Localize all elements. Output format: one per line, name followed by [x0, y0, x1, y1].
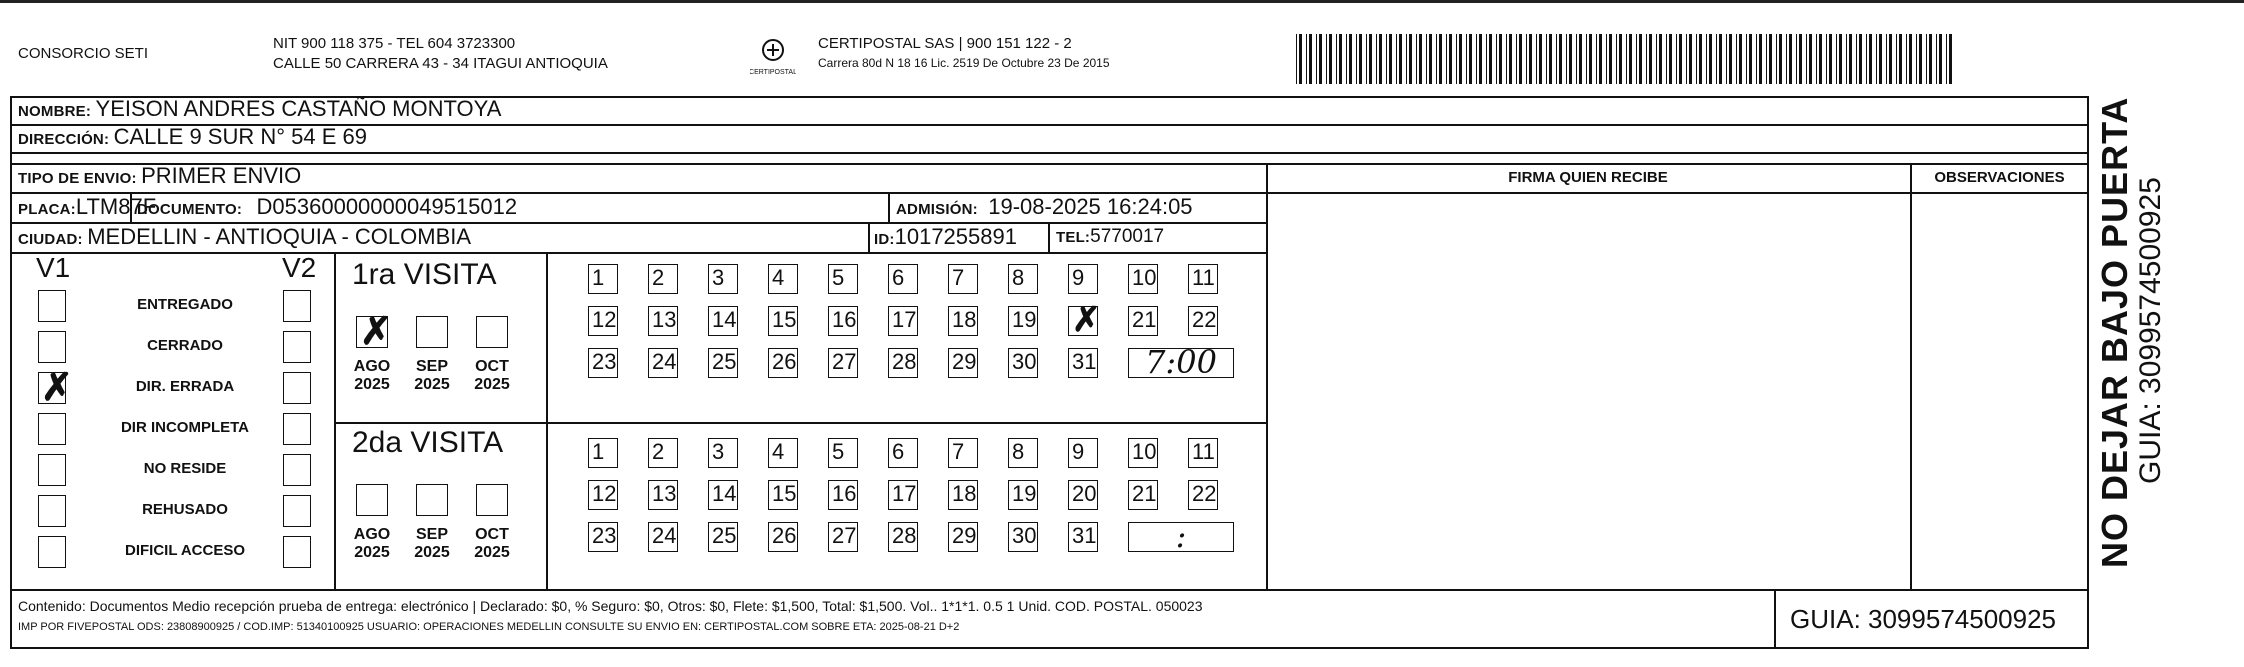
barcode-bar: [1519, 34, 1522, 84]
barcode-bar: [1419, 34, 1422, 84]
barcode-bar: [1776, 34, 1777, 84]
barcode-bar: [1826, 34, 1827, 84]
tel-value: 5770017: [1090, 226, 1165, 247]
day-checkbox[interactable]: 9: [1068, 264, 1098, 294]
day-checkbox[interactable]: 13: [648, 306, 678, 336]
barcode-bar: [1406, 34, 1407, 84]
barcode-bar: [1666, 34, 1667, 84]
nombre-label: NOMBRE:: [18, 103, 92, 120]
day-checkbox[interactable]: 12: [588, 480, 618, 510]
barcode-bar: [1649, 34, 1652, 84]
barcode-bar: [1569, 34, 1572, 84]
barcode-bar: [1386, 34, 1387, 84]
barcode-bar: [1746, 34, 1747, 84]
day-checkbox[interactable]: 4: [768, 438, 798, 468]
tel-label: TEL:: [1056, 229, 1091, 246]
month-checkbox[interactable]: [416, 316, 448, 348]
barcode-bar: [1486, 34, 1487, 84]
id-row: [874, 222, 1017, 252]
day-checkbox[interactable]: 11: [1188, 264, 1218, 294]
barcode-bar: [1396, 34, 1397, 84]
barcode-bar: [1929, 34, 1932, 84]
day-checkbox[interactable]: 26: [768, 348, 798, 378]
status-option-label: REHUSADO: [142, 501, 228, 518]
month-label: AGO 2025: [353, 358, 391, 393]
barcode-bar: [1686, 34, 1687, 84]
barcode-bar: [1859, 34, 1862, 84]
placa-row: [18, 192, 156, 222]
v2-checkbox[interactable]: [283, 536, 311, 568]
barcode-bar: [1429, 34, 1432, 84]
barcode-bar: [1546, 34, 1547, 84]
day-checkbox[interactable]: 5: [828, 264, 858, 294]
v2-checkbox[interactable]: [283, 372, 311, 404]
visit1-title: 1ra VISITA: [352, 258, 497, 291]
day-checkbox[interactable]: 1: [588, 264, 618, 294]
barcode-bar: [1796, 34, 1797, 84]
barcode-bar: [1626, 34, 1627, 84]
month-checkbox[interactable]: [476, 484, 508, 516]
barcode-bar: [1729, 34, 1732, 84]
day-checkbox[interactable]: 28: [888, 522, 918, 552]
barcode-bar: [1566, 34, 1567, 84]
day-checkbox[interactable]: 6: [888, 264, 918, 294]
barcode-bar: [1896, 34, 1897, 84]
barcode-bar: [1296, 34, 1297, 84]
barcode-bar: [1639, 34, 1642, 84]
day-checkbox[interactable]: 31: [1068, 348, 1098, 378]
barcode-bar: [1636, 34, 1637, 84]
barcode-bar: [1689, 34, 1692, 84]
day-checkbox[interactable]: 7: [948, 438, 978, 468]
month-label: AGO 2025: [353, 526, 391, 561]
v2-checkbox[interactable]: [283, 495, 311, 527]
barcode-bar: [1816, 34, 1817, 84]
v2-checkbox[interactable]: [283, 290, 311, 322]
month-checkbox[interactable]: [356, 484, 388, 516]
company-name: CONSORCIO SETI: [18, 45, 149, 62]
barcode-bar: [1696, 34, 1697, 84]
v1-checkbox[interactable]: [38, 331, 66, 363]
v1-checkbox[interactable]: [38, 367, 73, 409]
day-checkbox[interactable]: 14: [708, 306, 738, 336]
barcode: [1296, 34, 1956, 84]
barcode-bar: [1366, 34, 1367, 84]
address-line: CALLE 50 CARRERA 43 - 34 ITAGUI ANTIOQUIA: [273, 55, 608, 72]
barcode-bar: [1409, 34, 1412, 84]
status-option-label: ENTREGADO: [137, 296, 233, 313]
day-checkbox[interactable]: 1: [588, 438, 618, 468]
day-checkbox[interactable]: [1068, 301, 1101, 339]
barcode-bar: [1466, 34, 1467, 84]
status-option-label: CERRADO: [147, 337, 223, 354]
v2-label: V2: [282, 252, 317, 283]
id-label: ID:: [874, 231, 895, 248]
day-checkbox[interactable]: 16: [828, 306, 858, 336]
day-checkbox[interactable]: 27: [828, 522, 858, 552]
day-checkbox[interactable]: 19: [1008, 480, 1038, 510]
check-mark: ✗: [1072, 301, 1101, 339]
barcode-bar: [1836, 34, 1837, 84]
day-checkbox[interactable]: 13: [648, 480, 678, 510]
documento-value: D05360000000049515012: [256, 194, 518, 219]
barcode-bar: [1349, 34, 1352, 84]
license-line: Carrera 80d N 18 16 Lic. 2519 De Octubre 23 De 2015: [818, 56, 1110, 70]
barcode-bar: [1599, 34, 1602, 84]
barcode-bar: [1379, 34, 1382, 84]
v1-checkbox[interactable]: [38, 290, 66, 322]
barcode-bar: [1856, 34, 1857, 84]
barcode-bar: [1459, 34, 1462, 84]
barcode-bar: [1336, 34, 1337, 84]
barcode-bar: [1899, 34, 1902, 84]
barcode-bar: [1319, 34, 1322, 84]
firma-header: FIRMA QUIEN RECIBE: [1508, 169, 1668, 186]
barcode-bar: [1736, 34, 1737, 84]
barcode-bar: [1526, 34, 1527, 84]
barcode-bar: [1936, 34, 1937, 84]
nit-line: NIT 900 118 375 - TEL 604 3723300: [273, 35, 516, 52]
placa-label: PLACA:: [18, 201, 76, 218]
barcode-bar: [1879, 34, 1882, 84]
top-border: [0, 0, 2244, 3]
barcode-bar: [1919, 34, 1922, 84]
barcode-bar: [1819, 34, 1822, 84]
day-checkbox[interactable]: 18: [948, 480, 978, 510]
month-label: SEP 2025: [414, 358, 450, 393]
day-checkbox[interactable]: 27: [828, 348, 858, 378]
day-checkbox[interactable]: 12: [588, 306, 618, 336]
admision-label: ADMISIÓN:: [896, 201, 978, 218]
v2-checkbox[interactable]: [283, 454, 311, 486]
observaciones-header: OBSERVACIONES: [1934, 169, 2065, 186]
day-checkbox[interactable]: 19: [1008, 306, 1038, 336]
time-box[interactable]: 7:00: [1128, 348, 1234, 378]
barcode-bar: [1299, 34, 1302, 84]
barcode-bar: [1369, 34, 1372, 84]
barcode-bar: [1576, 34, 1577, 84]
barcode-bar: [1609, 34, 1612, 84]
barcode-bar: [1586, 34, 1587, 84]
tipo-envio-value: PRIMER ENVIO: [141, 163, 302, 188]
barcode-bar: [1446, 34, 1447, 84]
barcode-bar: [1699, 34, 1702, 84]
barcode-bar: [1839, 34, 1842, 84]
barcode-bar: [1916, 34, 1917, 84]
barcode-bar: [1769, 34, 1772, 84]
barcode-bar: [1806, 34, 1807, 84]
v1-checkbox[interactable]: [38, 413, 66, 445]
day-checkbox[interactable]: 8: [1008, 264, 1038, 294]
no-dejar-bajo-puerta: NO DEJAR BAJO PUERTA: [2094, 96, 2135, 568]
barcode-bar: [1326, 34, 1327, 84]
barcode-bar: [1939, 34, 1942, 84]
barcode-bar: [1869, 34, 1872, 84]
day-checkbox[interactable]: 5: [828, 438, 858, 468]
barcode-bar: [1356, 34, 1357, 84]
status-option-label: NO RESIDE: [143, 460, 227, 477]
day-checkbox[interactable]: 20: [1068, 480, 1098, 510]
footer-guia: GUIA: 3099574500925: [1790, 604, 2056, 634]
barcode-bar: [1556, 34, 1557, 84]
barcode-bar: [1719, 34, 1722, 84]
day-checkbox[interactable]: 16: [828, 480, 858, 510]
day-checkbox[interactable]: 2: [648, 438, 678, 468]
side-guia: GUIA: 3099574500925: [2134, 177, 2167, 484]
barcode-bar: [1676, 34, 1677, 84]
barcode-bar: [1469, 34, 1472, 84]
v1-checkbox[interactable]: [38, 536, 66, 568]
barcode-bar: [1849, 34, 1852, 84]
barcode-bar: [1906, 34, 1907, 84]
day-checkbox[interactable]: 31: [1068, 522, 1098, 552]
barcode-bar: [1669, 34, 1672, 84]
month-label: SEP 2025: [414, 526, 450, 561]
day-checkbox[interactable]: 18: [948, 306, 978, 336]
time-box[interactable]: :: [1128, 522, 1234, 552]
day-checkbox[interactable]: 6: [888, 438, 918, 468]
barcode-bar: [1479, 34, 1482, 84]
barcode-bar: [1646, 34, 1647, 84]
barcode-bar: [1339, 34, 1342, 84]
barcode-bar: [1476, 34, 1477, 84]
admision-row: [896, 192, 1193, 222]
day-checkbox[interactable]: 10: [1128, 438, 1158, 468]
barcode-bar: [1389, 34, 1392, 84]
day-checkbox[interactable]: 23: [588, 522, 618, 552]
barcode-bar: [1436, 34, 1437, 84]
day-checkbox[interactable]: 30: [1008, 348, 1038, 378]
day-checkbox[interactable]: 25: [708, 348, 738, 378]
barcode-bar: [1789, 34, 1792, 84]
barcode-bar: [1399, 34, 1402, 84]
day-checkbox[interactable]: 11: [1188, 438, 1218, 468]
day-checkbox[interactable]: 22: [1188, 480, 1218, 510]
barcode-bar: [1886, 34, 1887, 84]
direccion-label: DIRECCIÓN:: [18, 131, 110, 148]
day-checkbox[interactable]: 21: [1128, 306, 1158, 336]
day-checkbox[interactable]: 17: [888, 480, 918, 510]
barcode-bar: [1876, 34, 1877, 84]
day-checkbox[interactable]: 22: [1188, 306, 1218, 336]
placa-value: LTM87F: [75, 194, 157, 219]
barcode-bar: [1786, 34, 1787, 84]
v2-checkbox[interactable]: [283, 413, 311, 445]
day-checkbox[interactable]: 21: [1128, 480, 1158, 510]
day-checkbox[interactable]: 26: [768, 522, 798, 552]
barcode-bar: [1496, 34, 1497, 84]
day-checkbox[interactable]: 24: [648, 522, 678, 552]
day-checkbox[interactable]: 15: [768, 480, 798, 510]
barcode-bar: [1659, 34, 1662, 84]
day-checkbox[interactable]: 30: [1008, 522, 1038, 552]
barcode-bar: [1726, 34, 1727, 84]
tel-row: [1056, 222, 1164, 252]
barcode-bar: [1949, 34, 1952, 84]
barcode-bar: [1529, 34, 1532, 84]
barcode-bar: [1829, 34, 1832, 84]
day-checkbox[interactable]: 3: [708, 438, 738, 468]
barcode-bar: [1709, 34, 1712, 84]
svg-text:CERTIPOSTAL: CERTIPOSTAL: [750, 69, 796, 76]
barcode-bar: [1619, 34, 1622, 84]
barcode-bar: [1509, 34, 1512, 84]
barcode-bar: [1909, 34, 1912, 84]
barcode-bar: [1926, 34, 1927, 84]
month-checkbox[interactable]: [476, 316, 508, 348]
day-checkbox[interactable]: 2: [648, 264, 678, 294]
barcode-bar: [1309, 34, 1312, 84]
day-checkbox[interactable]: 28: [888, 348, 918, 378]
barcode-bar: [1346, 34, 1347, 84]
barcode-bar: [1589, 34, 1592, 84]
barcode-bar: [1489, 34, 1492, 84]
tipo-envio-label: TIPO DE ENVIO:: [18, 170, 137, 187]
day-checkbox[interactable]: 14: [708, 480, 738, 510]
day-checkbox[interactable]: 24: [648, 348, 678, 378]
barcode-bar: [1306, 34, 1307, 84]
barcode-bar: [1889, 34, 1892, 84]
barcode-bar: [1706, 34, 1707, 84]
day-checkbox[interactable]: 29: [948, 522, 978, 552]
barcode-bar: [1866, 34, 1867, 84]
v2-checkbox[interactable]: [283, 331, 311, 363]
day-checkbox[interactable]: 3: [708, 264, 738, 294]
day-checkbox[interactable]: 17: [888, 306, 918, 336]
ciudad-row: [18, 222, 471, 252]
barcode-bar: [1779, 34, 1782, 84]
direccion-value: CALLE 9 SUR N° 54 E 69: [113, 124, 367, 149]
barcode-bar: [1616, 34, 1617, 84]
id-value: 1017255891: [894, 224, 1017, 249]
barcode-bar: [1656, 34, 1657, 84]
barcode-bar: [1536, 34, 1537, 84]
status-option-label: DIFICIL ACCESO: [124, 542, 245, 559]
barcode-bar: [1539, 34, 1542, 84]
nombre-value: YEISON ANDRES CASTAÑO MONTOYA: [95, 96, 502, 121]
nombre-row: [18, 96, 501, 122]
barcode-bar: [1766, 34, 1767, 84]
barcode-bar: [1516, 34, 1517, 84]
day-checkbox[interactable]: 10: [1128, 264, 1158, 294]
barcode-bar: [1549, 34, 1552, 84]
documento-label: DOCUMENTO:: [137, 201, 243, 218]
day-checkbox[interactable]: 23: [588, 348, 618, 378]
ciudad-label: CIUDAD:: [18, 231, 83, 248]
tipo-envio-row: [18, 160, 301, 192]
barcode-bar: [1756, 34, 1757, 84]
barcode-bar: [1499, 34, 1502, 84]
day-checkbox[interactable]: 29: [948, 348, 978, 378]
admision-value: 19-08-2025 16:24:05: [988, 194, 1193, 219]
barcode-bar: [1846, 34, 1847, 84]
barcode-bar: [1506, 34, 1507, 84]
footer-content-line: Contenido: Documentos Medio recepción prueba de entrega: electrónico | Declarado: $0, % Seguro: $0, Otros: $0, Flete: $1,500, Total: $1,500. Vol.. 1*1*1. 0.5 1 Unid. COD. POSTAL. 050023: [18, 598, 1203, 614]
footer-print-line: IMP POR FIVEPOSTAL ODS: 23808900925 / COD.IMP: 51340100925 USUARIO: OPERACIONES MEDELLIN CONSULTE SU ENVIO EN: CERTIPOSTAL.COM SOBRE ETA: 2025-08-21 D+2: [18, 621, 960, 633]
certipostal-logo: [750, 34, 796, 80]
barcode-bar: [1629, 34, 1632, 84]
barcode-bar: [1426, 34, 1427, 84]
v1-checkbox[interactable]: [38, 495, 66, 527]
barcode-bar: [1449, 34, 1452, 84]
barcode-bar: [1759, 34, 1762, 84]
barcode-bar: [1439, 34, 1442, 84]
barcode-bar: [1559, 34, 1562, 84]
v1-checkbox[interactable]: [38, 454, 66, 486]
documento-row: [137, 192, 517, 222]
barcode-bar: [1799, 34, 1802, 84]
barcode-bar: [1329, 34, 1332, 84]
barcode-bar: [1606, 34, 1607, 84]
check-mark: ✗: [41, 367, 73, 409]
barcode-bar: [1679, 34, 1682, 84]
month-label: OCT 2025: [474, 526, 510, 561]
barcode-bar: [1579, 34, 1582, 84]
barcode-bar: [1596, 34, 1597, 84]
barcode-bar: [1359, 34, 1362, 84]
status-option-label: DIR. ERRADA: [135, 378, 235, 395]
barcode-bar: [1739, 34, 1742, 84]
barcode-bar: [1946, 34, 1947, 84]
day-checkbox[interactable]: 8: [1008, 438, 1038, 468]
visit2-title: 2da VISITA: [352, 426, 504, 459]
month-label: OCT 2025: [474, 358, 510, 393]
day-checkbox[interactable]: 9: [1068, 438, 1098, 468]
barcode-bar: [1456, 34, 1457, 84]
barcode-bar: [1716, 34, 1717, 84]
day-checkbox[interactable]: 7: [948, 264, 978, 294]
barcode-bar: [1376, 34, 1377, 84]
direccion-row: [18, 124, 367, 150]
barcode-bar: [1316, 34, 1317, 84]
v1-label: V1: [36, 252, 71, 283]
month-checkbox[interactable]: [416, 484, 448, 516]
status-option-label: DIR INCOMPLETA: [120, 419, 250, 436]
check-mark: ✗: [360, 311, 392, 353]
carrier-line: CERTIPOSTAL SAS | 900 151 122 - 2: [818, 35, 1072, 52]
day-checkbox[interactable]: 25: [708, 522, 738, 552]
ciudad-value: MEDELLIN - ANTIOQUIA - COLOMBIA: [87, 224, 472, 249]
day-checkbox[interactable]: 15: [768, 306, 798, 336]
barcode-bar: [1809, 34, 1812, 84]
day-checkbox[interactable]: 4: [768, 264, 798, 294]
month-checkbox[interactable]: [356, 311, 392, 353]
barcode-bar: [1749, 34, 1752, 84]
barcode-bar: [1416, 34, 1417, 84]
